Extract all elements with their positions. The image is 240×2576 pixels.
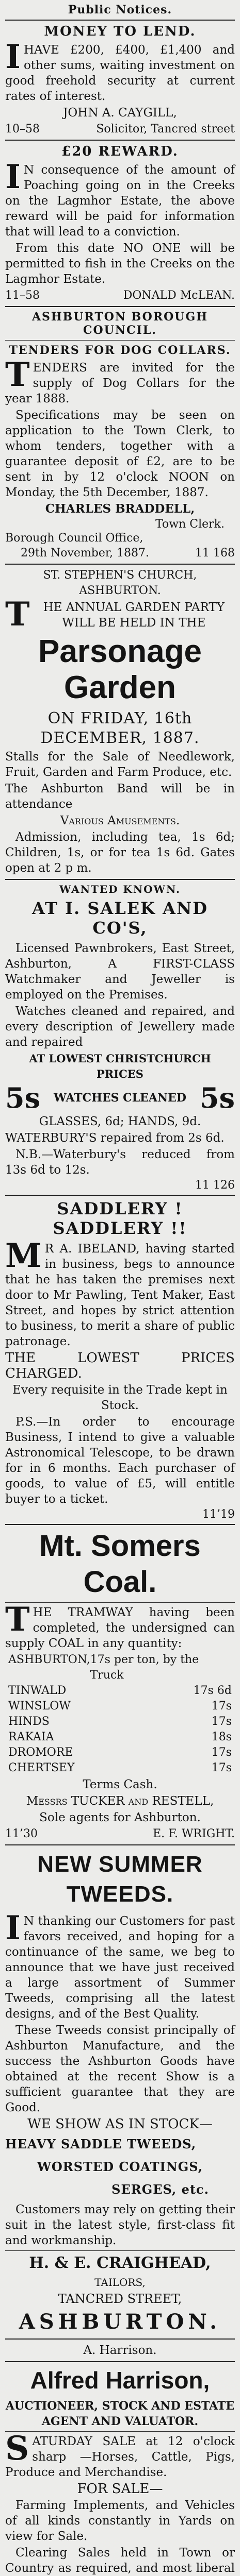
ad-watch-price: [5, 1083, 235, 1113]
ad-coal: [5, 1528, 235, 1841]
ad-amusements: Various Amusements.: [60, 814, 180, 827]
ad-signature: CHARLES BRADDELL,: [45, 502, 195, 516]
ad-subtitle: TENDERS FOR DOG COLLARS.: [9, 344, 231, 357]
ad-title: £20 REWARD.: [61, 144, 179, 159]
stock-item-2: WORSTED COATINGS,: [37, 2159, 203, 2174]
divider: [5, 879, 235, 880]
coal-place: HINDS: [8, 1715, 50, 1728]
stock-item-1: HEAVY SADDLE TWEEDS,: [5, 2137, 197, 2151]
ad-office: Borough Council Office,: [5, 532, 143, 545]
ad-display-title: Alfred Harrison,: [30, 2367, 210, 2394]
coal-price-row: [5, 1760, 235, 1776]
ad-stalls: Stalls for the Sale of Needlework, Fruit, Garden and Farm Produce, etc.: [5, 750, 235, 779]
ad-street: TANCRED STREET,: [58, 2292, 182, 2306]
ad-title: SADDLERY ! SADDLERY !!: [53, 1199, 187, 1238]
coal-place: ASHBURTON,: [8, 1653, 90, 1666]
divider: [5, 2431, 235, 2432]
ad-footer: [5, 122, 235, 137]
ad-ref: 10–58: [5, 123, 40, 135]
coal-price-row: [5, 1652, 235, 1683]
divider: [5, 2361, 235, 2362]
ad-body-2: Specifications may be seen on application to the Town Clerk, to whom tenders, together with a guarantee deposit of £2, are to be sent in by 12 o'clock NOON on Monday, the 5th December, 1887.: [5, 409, 235, 499]
ad-borough-council: [5, 310, 235, 561]
ad-ref: 11 168: [195, 547, 235, 560]
ad-title: ASHBURTON BOROUGH COUNCIL.: [31, 310, 209, 337]
coal-price: 17s: [211, 1715, 232, 1728]
ad-body: IHAVE £200, £400, £1,400 and other sums, waiting investment on good freehold security at current rates of interest.: [5, 38, 235, 103]
section-masthead: Public Notices.: [68, 3, 172, 16]
ad-footer: [5, 546, 235, 561]
ad-date: ON FRIDAY, 16th DECEMBER, 1887.: [40, 709, 200, 747]
ad-ps: P.S.—In order to encourage Business, I intend to give a valuable Astronomical Telescope, to be drawn for in 6 months. Each purchaser of goods, to value of £5, will entitle buyer to a ticket.: [5, 1415, 235, 1506]
divider: [5, 1195, 235, 1196]
ad-display-title: Mt. Somers Coal.: [39, 1529, 201, 1599]
divider: [5, 1602, 235, 1603]
ad-glasses: GLASSES, 6d; HANDS, 9d.: [39, 1115, 201, 1128]
ad-signature: JOHN A. CAYGILL,: [63, 106, 177, 120]
coal-place: DROMORE: [8, 1746, 73, 1759]
ad-waterbury-2: N.B.—Waterbury's reduced from 13s 6d to 12s.: [5, 1148, 235, 1177]
coal-price-row: [5, 1683, 235, 1699]
coal-price-row: [5, 1745, 235, 1760]
ad-waterbury: WATERBURY'S repaired from 2s 6d.: [5, 1131, 225, 1145]
ad-saddlery: [5, 1199, 235, 1521]
ad-small-name: A. Harrison.: [83, 2344, 157, 2357]
ad-church: ST. STEPHEN'S CHURCH, ASHBURTON.: [43, 569, 197, 597]
ad-signature: DONALD McLEAN.: [123, 289, 235, 302]
ad-harrison: [5, 2343, 235, 2576]
ad-farming: Farming Implements, and Vehicles of all kinds constantly in Yards on view for Sale.: [5, 2499, 235, 2543]
ad-trade: TAILORS,: [94, 2276, 146, 2289]
ad-body-2: From this date NO ONE will be permitted to fish in the Creeks on the Lagmhor Estate.: [5, 242, 235, 286]
coal-price: 17s: [211, 1746, 232, 1759]
ad-title: MONEY TO LEND.: [44, 24, 196, 39]
divider: [5, 306, 235, 307]
ad-tweeds: [5, 1850, 235, 2335]
ad-for-sale: FOR SALE—: [77, 2481, 163, 2497]
ad-saturday: SATURDAY SALE at 12 o'clock sharp —Horses, Cattle, Pigs, Produce and Merchandise.: [5, 2429, 235, 2479]
ad-garden-party: [5, 568, 235, 876]
ad-agents: Messrs TUCKER and RESTELL,: [26, 1794, 214, 1808]
ad-town: ASHBURTON.: [19, 2310, 221, 2334]
ad-intro: THE ANNUAL GARDEN PARTY WILL BE HELD IN THE: [5, 595, 225, 634]
ad-intro: THE TRAMWAY having been completed, the undersigned can supply COAL in any quantity:: [5, 1600, 235, 1650]
divider: [5, 1524, 235, 1525]
divider: [5, 2250, 235, 2251]
ad-body: Licensed Pawnbrokers, East Street, Ashburton, A FIRST-CLASS Watchmaker and Jeweller is employed on the Premises.: [5, 942, 235, 1002]
ad-agents-2: Sole agents for Ashburton.: [39, 1811, 201, 1824]
ad-stock: Every requisite in the Trade kept in Stock.: [12, 1383, 228, 1412]
ad-trade: AUCTIONEER, STOCK AND ESTATE AGENT AND VALUATOR.: [5, 2399, 235, 2428]
ad-firm: H. & E. CRAIGHEAD,: [29, 2254, 211, 2272]
ad-footer: [5, 288, 235, 303]
ad-sig-title: Solicitor, Tancred street: [96, 123, 235, 135]
price-right: 5s: [200, 1081, 235, 1114]
coal-price-row: [5, 1714, 235, 1730]
coal-price-row: [5, 1730, 235, 1745]
ad-prices-head: AT LOWEST CHRISTCHURCH PRICES: [29, 1052, 211, 1080]
ad-clearing: Clearing Sales held in Town or Country as required, and most liberal: [5, 2546, 235, 2575]
ad-date: 29th November, 1887.: [21, 547, 149, 560]
ad-ref: 11 126: [195, 1179, 235, 1192]
coal-place: CHERTSEY: [8, 1761, 75, 1774]
price-left: 5s: [5, 1081, 40, 1114]
coal-price: 17s 6d: [193, 1684, 232, 1697]
ad-body: IN consequence of the amount of Poaching going on in the Creeks on the Lagmhor Estate, the above reward will be paid for information that will lead to a conviction.: [5, 158, 235, 239]
divider: [5, 340, 235, 341]
ad-ref: 11’30: [5, 1827, 38, 1840]
coal-price-row: [5, 1699, 235, 1714]
coal-price: 17s: [211, 1761, 232, 1774]
ad-display-title: NEW SUMMER TWEEDS.: [37, 1852, 203, 1907]
ad-salek: [5, 883, 235, 1192]
stock-item-3: SERGES, etc.: [111, 2182, 209, 2197]
ad-body-2: These Tweeds consist principally of Ashburton Manufacture, and the success the Ashburton Goods have obtained at the recent Show is a sufficient guarantee that they are Good.: [5, 2024, 235, 2114]
ad-money-to-lend: [5, 24, 235, 137]
ad-sig-title: Town Clerk.: [155, 518, 225, 531]
ad-display-title: Parsonage Garden: [38, 634, 202, 705]
ad-wanted: WANTED KNOWN.: [59, 883, 181, 895]
ad-signature: E. F. WRIGHT.: [153, 1827, 235, 1840]
divider: [5, 1844, 235, 1845]
coal-place: RAKAIA: [8, 1731, 54, 1743]
ad-reward: [5, 144, 235, 303]
ad-fit: Customers may rely on getting their suit in the latest style, first-class fit and workmanship.: [5, 2203, 235, 2247]
ad-footer: [5, 1826, 235, 1841]
ad-admission: Admission, including tea, 1s 6d; Children, 1s, or for tea 1s 6d. Gates open at 2 p m.: [5, 831, 235, 875]
ad-body: MR A. IBELAND, having started in business, begs to announce that he has taken the premises next door to Mr Pawling, Tent Maker, East Street, and hopes by strict attention to business, to merit a share of public patronage.: [5, 1236, 235, 1348]
ad-body: TENDERS are invited for the supply of Dog Collars for the year 1888.: [5, 355, 235, 405]
ad-firm: AT I. SALEK AND CO'S,: [32, 899, 208, 938]
divider: [5, 20, 235, 21]
ad-ref: 11’19: [202, 1508, 235, 1521]
ad-ref: 11–58: [5, 289, 40, 302]
divider: [5, 2338, 235, 2340]
ad-prices: THE LOWEST PRICES CHARGED.: [5, 1350, 235, 1381]
ad-body: IN thanking our Customers for past favors received, and hoping for a continuance of the same, we beg to announce that we have just received a large assortment of Summer Tweeds, comprising all the latest designs, and of the Best Quality.: [5, 1909, 235, 2021]
ad-band: The Ashburton Band will be in attendance: [5, 782, 235, 811]
coal-place: WINSLOW: [8, 1700, 71, 1713]
coal-place: TINWALD: [8, 1684, 67, 1697]
ad-stock-head: WE SHOW AS IN STOCK—: [27, 2116, 213, 2132]
coal-price: 17s: [211, 1700, 232, 1713]
divider: [5, 564, 235, 565]
divider: [5, 140, 235, 141]
price-label: WATCHES CLEANED: [54, 1091, 186, 1105]
ad-body-2: Watches cleaned and repaired, and every description of Jewellery made and repaired: [5, 1005, 235, 1049]
coal-price: 17s per ton, by the Truck: [90, 1653, 199, 1682]
ad-terms: Terms Cash.: [83, 1778, 157, 1791]
coal-price-list: [5, 1652, 235, 1776]
coal-price: 18s: [211, 1731, 232, 1743]
